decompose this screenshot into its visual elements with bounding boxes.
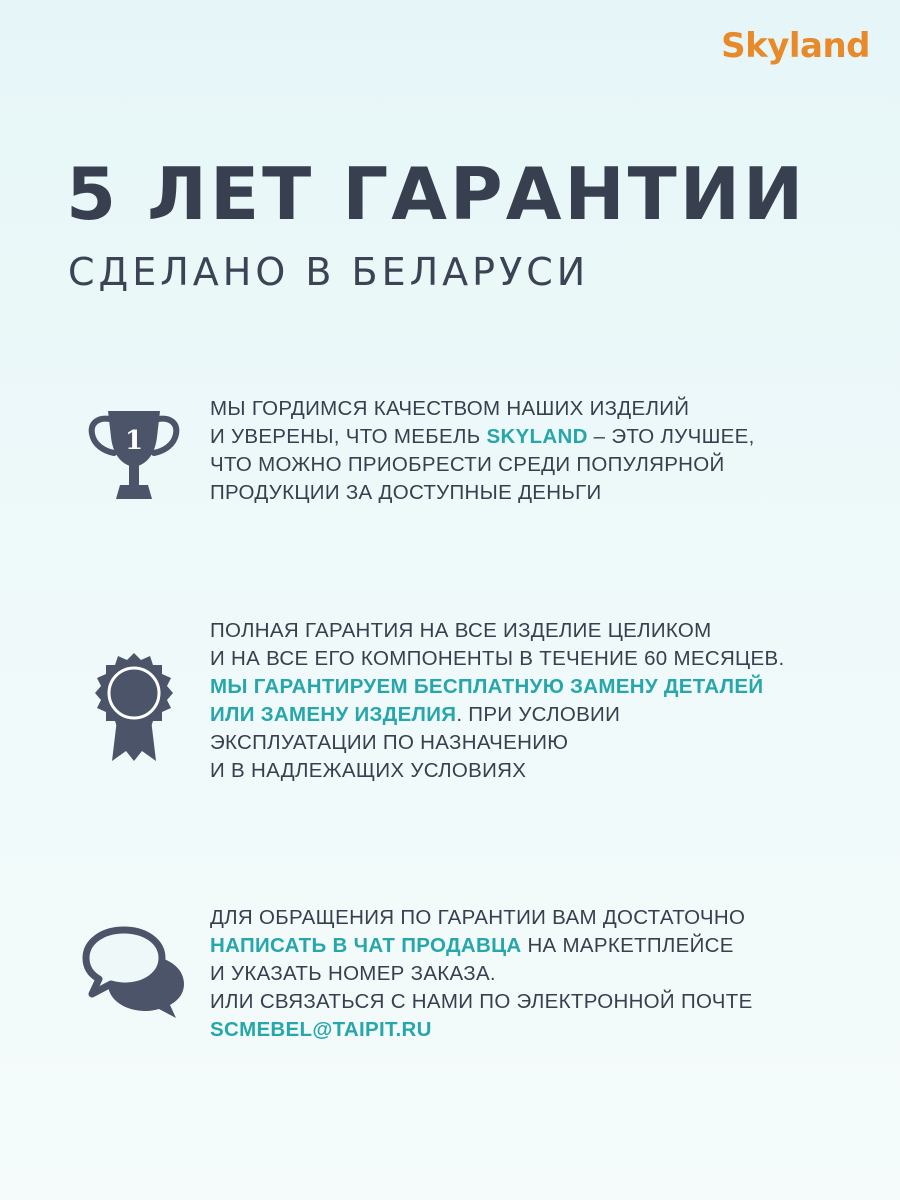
- text-line: И В НАДЛЕЖАЩИХ УСЛОВИЯХ: [210, 759, 527, 782]
- text-line: ПРОДУКЦИИ ЗА ДОСТУПНЫЕ ДЕНЬГИ: [210, 481, 602, 504]
- page-subtitle: СДЕЛАНО В БЕЛАРУСИ: [68, 250, 590, 294]
- text-line: ИЛИ СВЯЗАТЬСЯ С НАМИ ПО ЭЛЕКТРОННОЙ ПОЧТЕ: [210, 990, 753, 1013]
- text-line: ДЛЯ ОБРАЩЕНИЯ ПО ГАРАНТИИ ВАМ ДОСТАТОЧНО: [210, 906, 746, 929]
- text-line: ПОЛНАЯ ГАРАНТИЯ НА ВСЕ ИЗДЕЛИЕ ЦЕЛИКОМ: [210, 619, 712, 642]
- award-badge-icon: [92, 651, 176, 768]
- guarantee-highlight: ИЛИ ЗАМЕНУ ИЗДЕЛИЯ: [210, 703, 457, 726]
- brand-highlight: SKYLAND: [486, 425, 588, 448]
- text-line: ЧТО МОЖНО ПРИОБРЕСТИ СРЕДИ ПОПУЛЯРНОЙ: [210, 453, 725, 476]
- quality-text: [210, 395, 870, 507]
- text-line: МЫ ГОРДИМСЯ КАЧЕСТВОМ НАШИХ ИЗДЕЛИЙ: [210, 397, 690, 420]
- email-link[interactable]: SCMEBEL@TAIPIT.RU: [210, 1018, 432, 1041]
- text-line: И УКАЗАТЬ НОМЕР ЗАКАЗА.: [210, 962, 496, 985]
- text-line: И УВЕРЕНЫ, ЧТО МЕБЕЛЬ SKYLAND – ЭТО ЛУЧШЕЕ,: [210, 425, 755, 448]
- text-line: И НА ВСЕ ЕГО КОМПОНЕНТЫ В ТЕЧЕНИЕ 60 МЕСЯЦЕВ.: [210, 647, 785, 670]
- brand-logo: Skyland: [721, 26, 870, 66]
- text-line: НАПИСАТЬ В ЧАТ ПРОДАВЦА НА МАРКЕТПЛЕЙСЕ: [210, 934, 734, 957]
- text-line: ЭКСПЛУАТАЦИИ ПО НАЗНАЧЕНИЮ: [210, 731, 569, 754]
- page-title: 5 ЛЕТ ГАРАНТИИ: [66, 152, 807, 236]
- chat-bubbles-icon: [82, 926, 188, 1025]
- text-line: ИЛИ ЗАМЕНУ ИЗДЕЛИЯ. ПРИ УСЛОВИИ: [210, 703, 621, 726]
- text-line: [210, 673, 870, 701]
- seller-chat-link[interactable]: НАПИСАТЬ В ЧАТ ПРОДАВЦА: [210, 934, 522, 957]
- trophy-icon: [86, 407, 182, 508]
- contact-text: [210, 904, 870, 1044]
- warranty-text: [210, 617, 870, 785]
- text-line: [210, 1016, 870, 1044]
- guarantee-highlight: МЫ ГАРАНТИРУЕМ БЕСПЛАТНУЮ ЗАМЕНУ ДЕТАЛЕЙ: [210, 675, 764, 698]
- svg-text:1: 1: [124, 426, 144, 456]
